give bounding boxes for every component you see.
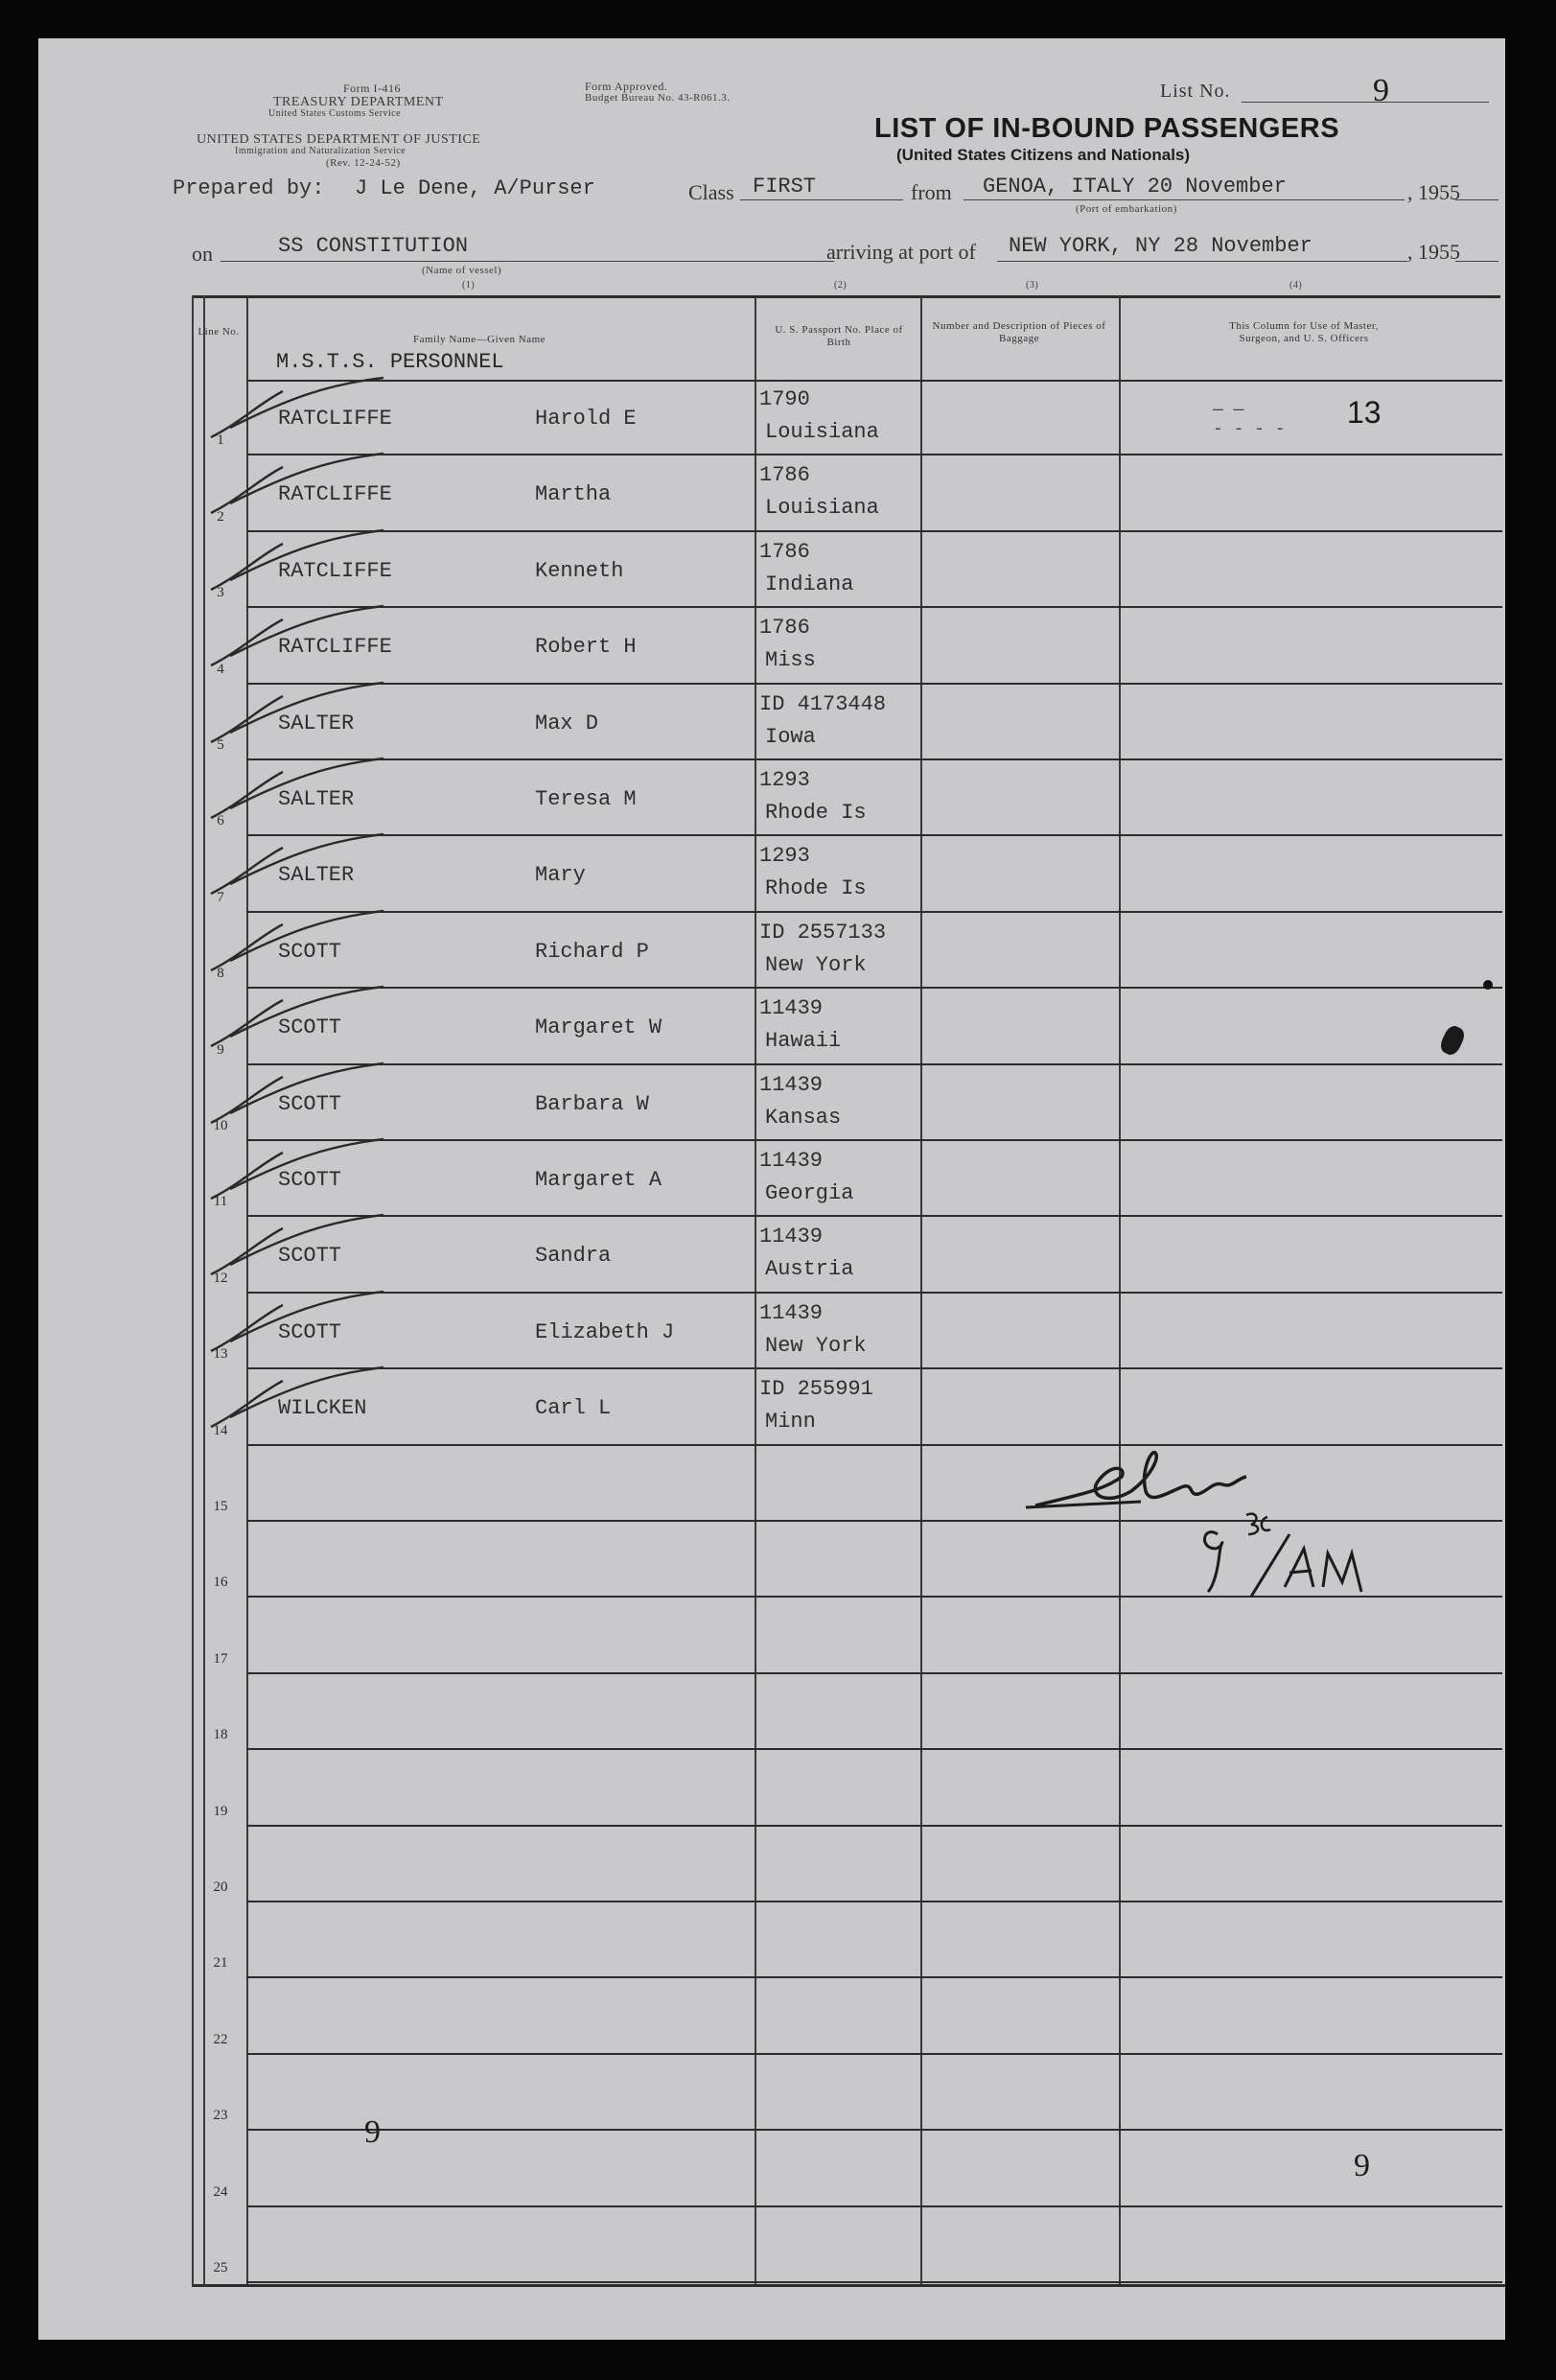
given-name: Carl L [535, 1396, 612, 1421]
check-mark [201, 446, 393, 532]
place-of-birth: Louisiana [765, 496, 879, 521]
line-number: 12 [213, 1270, 228, 1286]
row-divider [246, 1748, 1502, 1750]
ink-dot [1483, 980, 1493, 990]
passport-number: 1786 [759, 539, 810, 564]
row-divider [246, 1825, 1502, 1827]
arriving-label: arriving at port of [826, 240, 976, 264]
form-approved: Form Approved. [585, 80, 668, 93]
row-divider [246, 1139, 1502, 1141]
passport-number: 1293 [759, 844, 810, 869]
family-name: SALTER [278, 787, 355, 811]
row-divider [246, 1976, 1502, 1978]
family-name: WILCKEN [278, 1396, 367, 1421]
col-header-line-no: Line No. [197, 326, 240, 338]
list-no-value: 9 [1373, 73, 1389, 108]
passport-number: 11439 [759, 1300, 824, 1325]
passport-number: ID 4173448 [759, 691, 887, 716]
place-of-birth: Rhode Is [765, 876, 867, 901]
family-name: SCOTT [278, 1091, 342, 1116]
check-mark [201, 1132, 393, 1218]
family-name: SALTER [278, 711, 355, 735]
line-number: 24 [213, 2183, 228, 2200]
row-divider [246, 1367, 1502, 1369]
family-name: RATCLIFFE [278, 407, 392, 431]
passport-number: 11439 [759, 996, 824, 1021]
line-number: 2 [217, 508, 224, 525]
given-name: Kenneth [535, 558, 624, 583]
line-number: 23 [213, 2108, 228, 2124]
year-embark: , 1955 [1407, 180, 1460, 204]
line-number: 21 [213, 1955, 228, 1972]
row-divider [246, 911, 1502, 913]
line-number: 7 [217, 889, 224, 905]
family-name: RATCLIFFE [278, 482, 392, 507]
line-number: 13 [213, 1346, 228, 1363]
col-header-officers: This Column for Use of Master, Surgeon, and U. S. Officers [1229, 320, 1379, 344]
given-name: Harold E [535, 407, 637, 431]
col-header-passport: U. S. Passport No. Place of Birth [775, 324, 903, 348]
prepared-label: Prepared by: [173, 176, 325, 200]
line-number: 15 [213, 1499, 228, 1514]
place-of-birth: Indiana [765, 572, 854, 596]
line-number: 8 [217, 966, 224, 982]
place-of-birth: New York [765, 1333, 867, 1358]
row-divider [246, 987, 1502, 989]
officer-count: 13 [1347, 395, 1382, 430]
embarkation-caption: (Port of embarkation) [1076, 203, 1177, 215]
row-divider [246, 2053, 1502, 2055]
col-header-baggage: Number and Description of Pieces of Baggage [932, 320, 1106, 344]
row-divider [246, 1672, 1502, 1674]
col-number-4: (4) [1289, 280, 1303, 291]
given-name: Barbara W [535, 1091, 649, 1116]
arrival-port-value: NEW YORK, NY 28 November [1009, 234, 1312, 258]
place-of-birth: Minn [765, 1410, 816, 1435]
given-name: Elizabeth J [535, 1319, 675, 1344]
passport-number: ID 255991 [759, 1377, 873, 1402]
col-number-3: (3) [1026, 280, 1039, 291]
check-mark [201, 751, 393, 837]
place-of-birth: Hawaii [765, 1029, 842, 1054]
page-title: LIST OF IN-BOUND PASSENGERS [874, 113, 1340, 144]
family-name: RATCLIFFE [278, 558, 392, 583]
class-value: FIRST [753, 175, 817, 198]
check-mark [201, 1284, 393, 1370]
row-divider [246, 1215, 1502, 1217]
bottom-left-count: 9 [364, 2114, 381, 2150]
ink-blot [1438, 1023, 1468, 1058]
check-mark [201, 827, 393, 913]
line-number: 5 [217, 737, 224, 753]
embarkation-value: GENOA, ITALY 20 November [983, 175, 1287, 198]
row-divider [246, 454, 1502, 455]
check-mark [201, 979, 393, 1065]
row-divider [246, 834, 1502, 836]
check-mark [201, 1056, 393, 1142]
family-name: SCOTT [278, 1244, 342, 1269]
line-number: 17 [213, 1650, 228, 1667]
row-divider [246, 530, 1502, 532]
line-number: 6 [217, 813, 224, 829]
officer-dashes: — — - - - - [1213, 401, 1286, 439]
justice-dept: UNITED STATES DEPARTMENT OF JUSTICE [197, 132, 481, 147]
place-of-birth: Georgia [765, 1181, 854, 1205]
check-mark [201, 598, 393, 685]
list-no-label: List No. [1160, 81, 1231, 102]
row-divider [246, 606, 1502, 608]
passport-number: ID 2557133 [759, 920, 887, 945]
given-name: Teresa M [535, 787, 637, 811]
line-number: 3 [217, 585, 224, 601]
row-divider [246, 2281, 1502, 2283]
row-divider [246, 2205, 1502, 2207]
check-mark [201, 1360, 393, 1446]
family-name: RATCLIFFE [278, 635, 392, 660]
check-mark [201, 675, 393, 761]
row-divider [246, 683, 1502, 685]
line-number: 14 [213, 1422, 228, 1438]
place-of-birth: New York [765, 952, 867, 977]
place-of-birth: Miss [765, 648, 816, 673]
passport-number: 1790 [759, 387, 810, 411]
row-divider [246, 1901, 1502, 1902]
year-arrival: , 1955 [1407, 240, 1460, 264]
given-name: Martha [535, 482, 612, 507]
passport-number: 11439 [759, 1072, 824, 1097]
form-number: Form I-416 [343, 82, 401, 95]
family-name: SCOTT [278, 1168, 342, 1192]
line-number: 22 [213, 2031, 228, 2047]
given-name: Margaret W [535, 1015, 662, 1040]
row-divider [246, 1292, 1502, 1294]
page-subtitle: (United States Citizens and Nationals) [896, 146, 1191, 164]
place-of-birth: Iowa [765, 724, 816, 749]
immigration-service: Immigration and Naturalization Service [235, 146, 406, 156]
from-label: from [911, 180, 952, 204]
line-number: 9 [217, 1041, 224, 1058]
line-number: 10 [213, 1118, 228, 1133]
family-name: SCOTT [278, 1015, 342, 1040]
row-divider [246, 1063, 1502, 1065]
passport-number: 1293 [759, 768, 810, 792]
place-of-birth: Rhode Is [765, 801, 867, 825]
passport-number: 1786 [759, 463, 810, 488]
manifest-sheet [38, 38, 1505, 2340]
row-divider [246, 2129, 1502, 2131]
vessel-value: SS CONSTITUTION [278, 234, 469, 258]
given-name: Sandra [535, 1244, 612, 1269]
line-number: 11 [213, 1194, 228, 1210]
handwritten-time-note [1179, 1496, 1428, 1611]
line-number: 19 [213, 1803, 228, 1819]
budget-bureau: Budget Bureau No. 43-R061.3. [585, 92, 731, 104]
group-label: M.S.T.S. PERSONNEL [276, 350, 504, 374]
line-number: 16 [213, 1575, 228, 1591]
line-number: 4 [217, 661, 224, 677]
line-number: 18 [213, 1727, 228, 1743]
class-label: Class [688, 180, 734, 204]
place-of-birth: Kansas [765, 1105, 842, 1130]
given-name: Richard P [535, 939, 649, 964]
given-name: Robert H [535, 635, 637, 660]
line-number: 1 [217, 432, 224, 449]
check-mark [201, 523, 393, 609]
line-number: 25 [213, 2260, 228, 2275]
family-name: SCOTT [278, 1319, 342, 1344]
col-number-1: (1) [462, 280, 476, 291]
passport-number: 1786 [759, 616, 810, 641]
passport-number: 11439 [759, 1225, 824, 1249]
treasury-dept: TREASURY DEPARTMENT [273, 95, 444, 109]
passport-number: 11439 [759, 1149, 824, 1173]
check-mark [201, 903, 393, 990]
family-name: SCOTT [278, 939, 342, 964]
col-number-2: (2) [834, 280, 848, 291]
given-name: Max D [535, 711, 599, 735]
family-name: SALTER [278, 863, 355, 888]
bottom-right-count: 9 [1354, 2148, 1370, 2183]
check-mark [201, 1207, 393, 1294]
revision-date: (Rev. 12-24-52) [326, 157, 401, 169]
vessel-caption: (Name of vessel) [422, 265, 502, 276]
customs-service: United States Customs Service [268, 108, 402, 119]
col-header-name: Family Name—Given Name [412, 334, 546, 345]
place-of-birth: Louisiana [765, 420, 879, 444]
line-number: 20 [213, 1879, 228, 1895]
given-name: Margaret A [535, 1168, 662, 1192]
check-mark [201, 370, 393, 456]
place-of-birth: Austria [765, 1257, 854, 1282]
on-label: on [192, 242, 213, 266]
given-name: Mary [535, 863, 586, 888]
row-divider [246, 758, 1502, 760]
prepared-by-value: J Le Dene, A/Purser [355, 176, 595, 200]
